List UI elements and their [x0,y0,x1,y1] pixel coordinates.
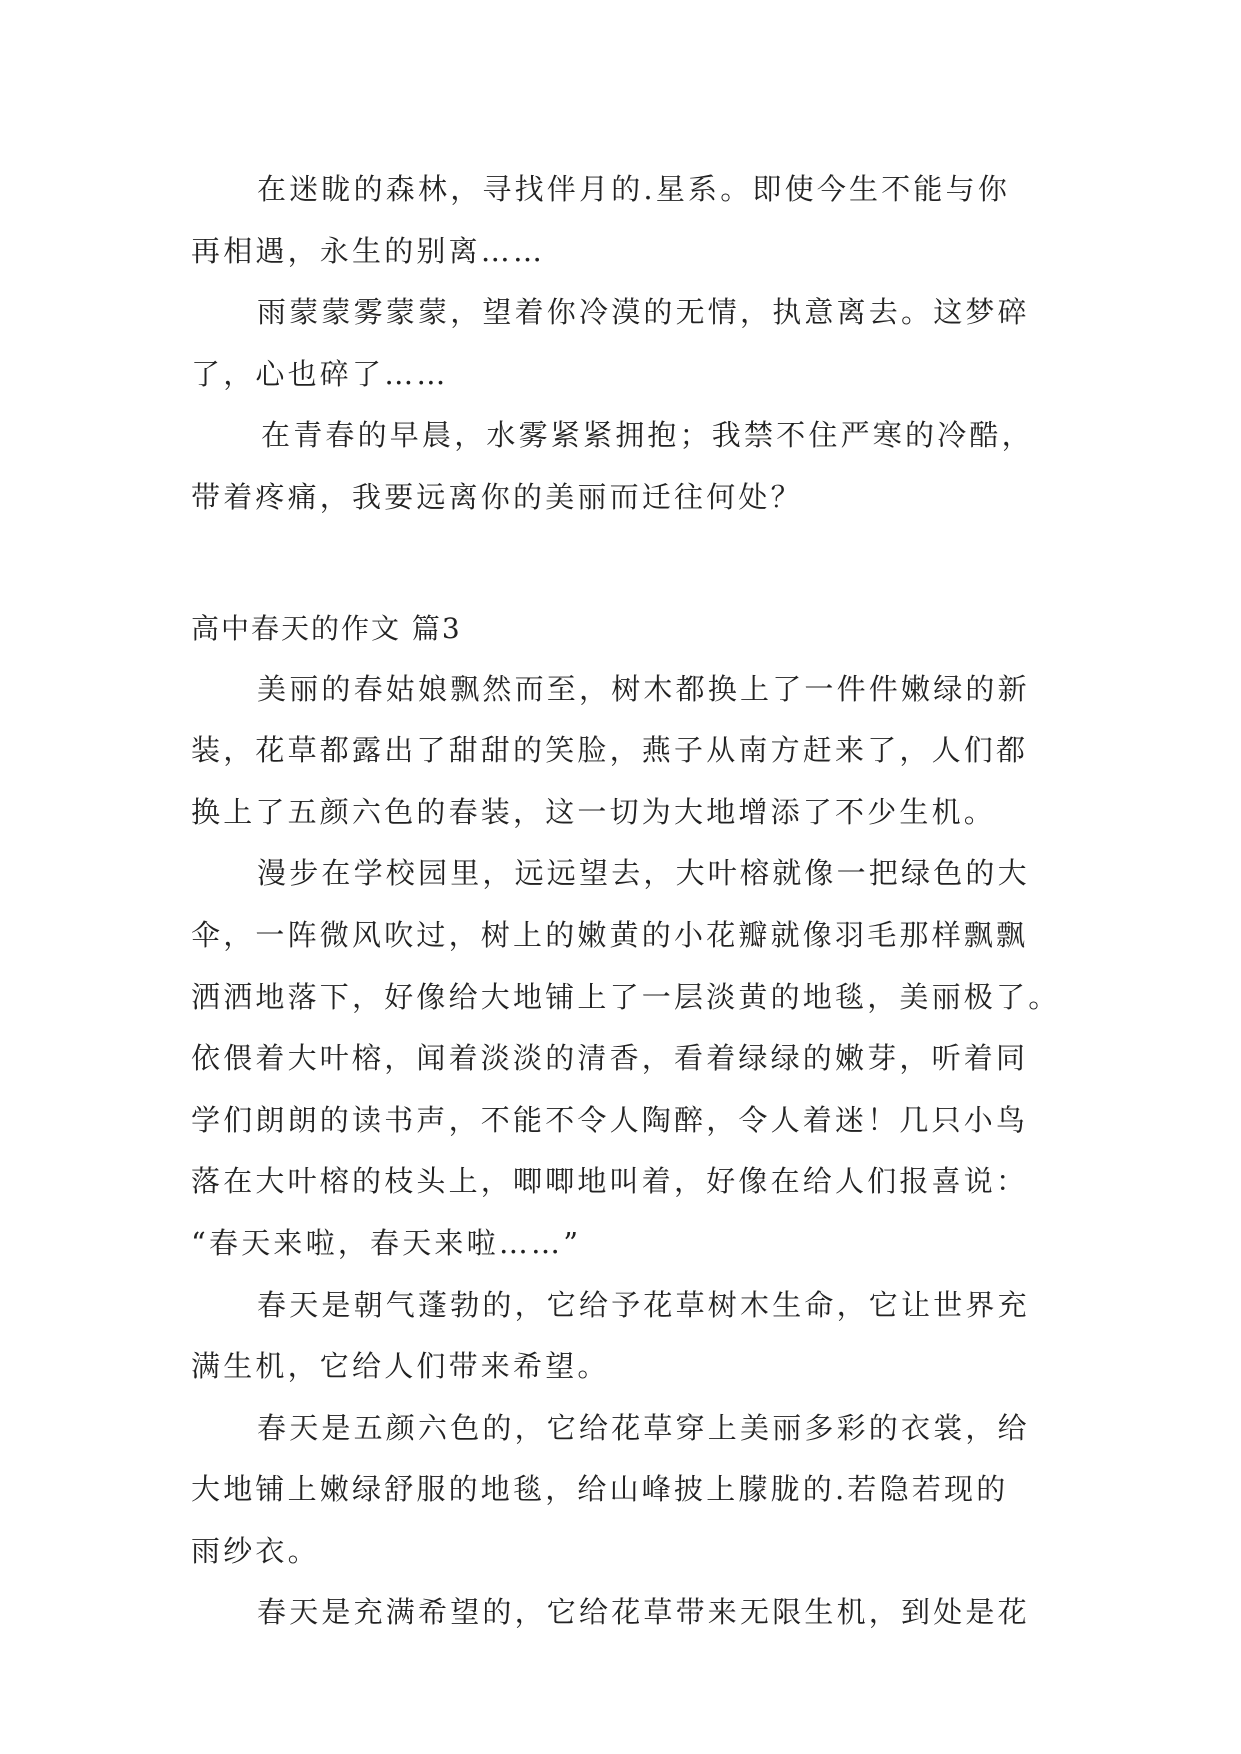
poem-line-6: 带着疼痛，我要远离你的美丽而迁往何处？ [191,479,803,514]
body-line-9: 落在大叶榕的枝头上，唧唧地叫着，好像在给人们报喜说： [191,1164,1029,1199]
body-line-11: 春天是朝气蓬勃的，它给予花草树木生命，它让世界充 [257,1287,1030,1322]
poem-line-1: 在迷眬的森林，寻找伴月的.星系。即使今生不能与你 [257,172,1011,206]
body-line-16: 春天是充满希望的，它给花草带来无限生机，到处是花 [257,1595,1030,1630]
poem-line-2: 再相遇，永生的别离…… [191,233,546,268]
body-line-8: 学们朗朗的读书声，不能不令人陶醉，令人着迷！几只小鸟 [191,1102,1029,1137]
section-heading: 高中春天的作文 篇3 [191,611,462,645]
body-line-14: 大地铺上嫩绿舒服的地毯，给山峰披上朦胧的.若隐若现的 [191,1472,1009,1507]
body-line-5: 伞，一阵微风吹过，树上的嫩黄的小花瓣就像羽毛那样飘飘 [191,917,1029,952]
document-page [191,159,1061,1644]
body-line-10: “春天来啦，春天来啦……” [191,1225,582,1260]
body-line-4: 漫步在学校园里，远远望去，大叶榕就像一把绿色的大 [257,856,1030,891]
poem-line-5: 在青春的早晨，水雾紧紧拥抱；我禁不住严寒的冷酷， [261,418,1034,453]
body-line-12: 满生机，它给人们带来希望。 [191,1349,610,1384]
body-line-2: 装，花草都露出了甜甜的笑脸，燕子从南方赶来了，人们都 [191,733,1029,768]
poem-line-3: 雨蒙蒙雾蒙蒙，望着你冷漠的无情，执意离去。这梦碎 [257,295,1030,330]
body-line-13: 春天是五颜六色的，它给花草穿上美丽多彩的衣裳，给 [257,1410,1030,1445]
body-line-1: 美丽的春姑娘飘然而至，树木都换上了一件件嫩绿的新 [257,671,1030,706]
body-line-3: 换上了五颜六色的春装，这一切为大地增添了不少生机。 [191,794,997,829]
poem-line-4: 了，心也碎了…… [191,356,449,391]
body-line-6: 洒洒地落下，好像给大地铺上了一层淡黄的地毯，美丽极了。 [191,979,1061,1014]
body-line-7: 依偎着大叶榕，闻着淡淡的清香，看着绿绿的嫩芽，听着同 [191,1041,1029,1076]
body-line-15: 雨纱衣。 [191,1533,320,1568]
section-spacer [191,529,1053,598]
